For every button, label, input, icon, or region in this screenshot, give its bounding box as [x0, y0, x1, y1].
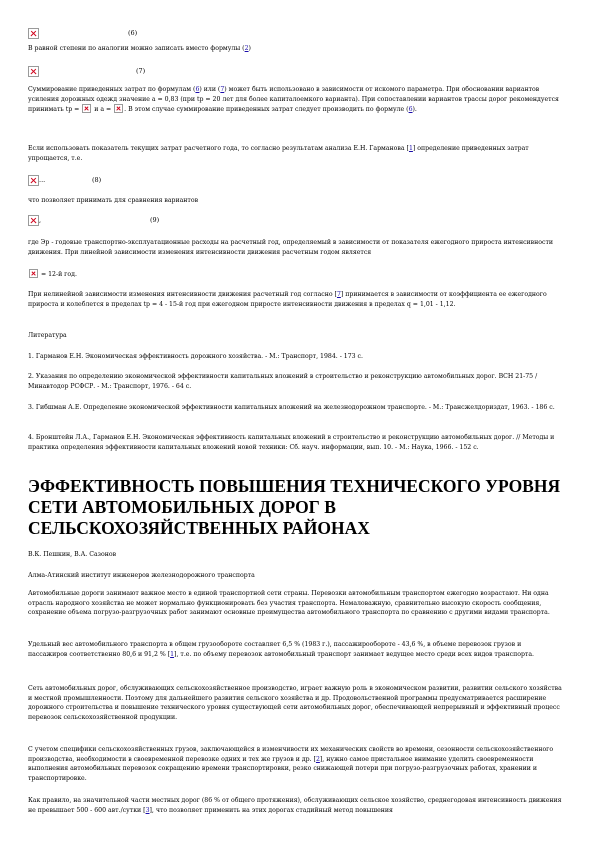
formula-number: (6) [128, 29, 138, 37]
paragraph: При нелинейной зависимости изменения интенсивности движения расчетный год согласно [7] принимается в зависимости от коэффициента ее ежегодного прироста и колеблется в пределах tp = 4 - 15-й год при ежегодном приросте интенсивности движения в пределах q = 1,01 - 1,12. [28, 291, 547, 308]
broken-image-icon [28, 175, 39, 186]
paragraph: Автомобильные дороги занимают важное место в единой транспортной сети страны. Перевозки автомобильным транспортом ежегодно возрастают. Ни одна отрасль народного хозяйства не может нормально функционировать без участия транспорта. Немаловажную, сравнительно высокую скорость сообщения, сохранение объема погрузо-разгрузочных работ занимают основные преимущества автомобильного транспорта по сравнению с другими видами транспорта. [28, 590, 550, 617]
citation-link[interactable]: 1 [408, 145, 413, 152]
citation-link[interactable]: 2 [315, 755, 320, 763]
broken-image-icon [28, 28, 39, 39]
paragraph: что позволяет принимать для сравнения вариантов [28, 197, 199, 204]
formula-link[interactable]: 6 [195, 86, 200, 93]
formula-6 [28, 28, 562, 42]
paragraph: Удельный вес автомобильного транспорта в общем грузообороте составляет 6,5 % (1983 г.), пассажирообороте - 43,6 %, в объеме перевозок грузов и пассажиров соответственно 80,6 и 91,2 % [1], т.е. по объему перевозок автомобильный транспорт занимает ведущее место среди всех видов транспорта. [28, 641, 534, 658]
reference-item: 2. Указания по определению экономической эффективности капитальных вложений в строительство и реконструкцию автомобильных дорог. ВСН 21-75 / Минавтодор РСФСР. - М.: Транспорт, 1976. - 64 с. [28, 373, 538, 390]
citation-link[interactable]: 3 [145, 806, 150, 814]
reference-item: 3. Гибшман А.Е. Определение экономической эффективности капитальных вложений на железнодорожном транспорте. - М.: Трансжелдориздат, 1963. - 186 с. [28, 404, 555, 411]
article-authors: В.К. Пешкин, В.А. Сазонов [28, 551, 117, 558]
citation-link[interactable]: 1 [170, 650, 175, 658]
paragraph: Сеть автомобильных дорог, обслуживающих сельскохозяйственное производство, играет важную роль в экономическом развитии, развитии сельского хозяйства и местной промышленности. Поэтому для дальнейшего развития сельского хозяйства и др. Продовольственной программы предусматривается расширение дорожного строительства и повышение технического уровня существующей сети автомобильных дорог, обеспечивающей непрерывный и эффективный процесс перевозок сельскохозяйственной продукции. [28, 685, 562, 721]
formula-tail: , [39, 216, 42, 224]
formula-8 [28, 175, 562, 189]
broken-image-icon [82, 104, 91, 113]
paragraph: С учетом специфики сельскохозяйственных грузов, заключающейся в изменчивости их механических свойств во времени, сезонности сельскохозяйственного производства, необходимости в своевременной перевозке одних и тех же грузов и др. [2], нужно самое пристальное внимание уделить своевременности выполнения автомобильных перевозок сокращению времени транспортировки, резко снижающей потери при погрузо-разгрузочных работах, хранении и транспортировке. [28, 746, 554, 782]
reference-item: 4. Бронштейн Л.А., Гарманов Е.Н. Экономическая эффективность капитальных вложений в строительство и реконструкцию автомобильных дорог. // Методы и практика определения эффективности капитальных вложений новой техники: Сб. науч. информации, вып. 10. - М.: Наука, 1966. - 152 с. [28, 434, 555, 451]
article-title: ЭФФЕКТИВНОСТЬ ПОВЫШЕНИЯ ТЕХНИЧЕСКОГО УРОВНЯ СЕТИ АВТОМОБИЛЬНЫХ ДОРОГ В СЕЛЬСКОХОЗЯЙСТВЕННЫХ РАЙОНАХ [28, 476, 561, 538]
formula-link[interactable]: 6 [408, 106, 413, 114]
paragraph: Если использовать показатель текущих затрат расчетного года, то согласно результатам анализа Е.Н. Гарманова [1] определение приведенных затрат упрощается, т.е. [28, 145, 529, 162]
broken-image-icon [114, 104, 123, 113]
formula-link[interactable]: 7 [220, 86, 225, 93]
formula-9 [28, 215, 562, 229]
formula-number: (8) [92, 176, 102, 184]
paragraph: где Эр - годовые транспортно-эксплуатационные расходы на расчетный год, определяемый в зависимости от показателя ежегодного прироста интенсивности движения. При линейной зависимости изменения интенсивности движения расчетным годом является [28, 239, 554, 256]
formula-tail: ... [39, 176, 46, 184]
broken-image-icon [28, 66, 39, 77]
formula-number: (7) [136, 67, 146, 75]
formula-7 [28, 66, 562, 80]
formula-link[interactable]: 2 [244, 45, 249, 52]
paragraph: Как правило, на значительной части местных дорог (86 % от общего протяжения), обслуживающих сельское хозяйство, среднегодовая интенсивность движения не превышает 500 - 600 авт./сутки [3], что позволяет применить на этих дорогах стадийный метод повышения [28, 797, 562, 814]
reference-item: 1. Гарманов Е.Н. Экономическая эффективность дорожного хозяйства. - М.: Транспорт, 1984. - 173 с. [28, 353, 363, 360]
paragraph: В равной степени по аналогии можно записать вместо формулы (2) [28, 45, 251, 52]
paragraph: = 12-й год. [28, 269, 562, 280]
article-affiliation: Алма-Атинский институт инженеров железнодорожного транспорта [28, 572, 255, 579]
paragraph: Суммирование приведенных затрат по формулам (6) или (7) может быть использовано в зависимости от искомого параметра. При обосновании вариантов усиления дорожных одежд значение a = 0,83 (при tp = 20 лет для более капиталоемкого варианта). При сопоставлении вариантов трассы дорог рекомендуется принимать tp = и a = . В этом случае суммирование приведенных затрат следует производить по формуле (6). [28, 86, 559, 114]
formula-number: (9) [150, 216, 160, 224]
broken-image-icon [29, 269, 38, 278]
references-heading: Литература [28, 332, 67, 339]
broken-image-icon [28, 215, 42, 226]
citation-link[interactable]: 7 [336, 291, 341, 298]
